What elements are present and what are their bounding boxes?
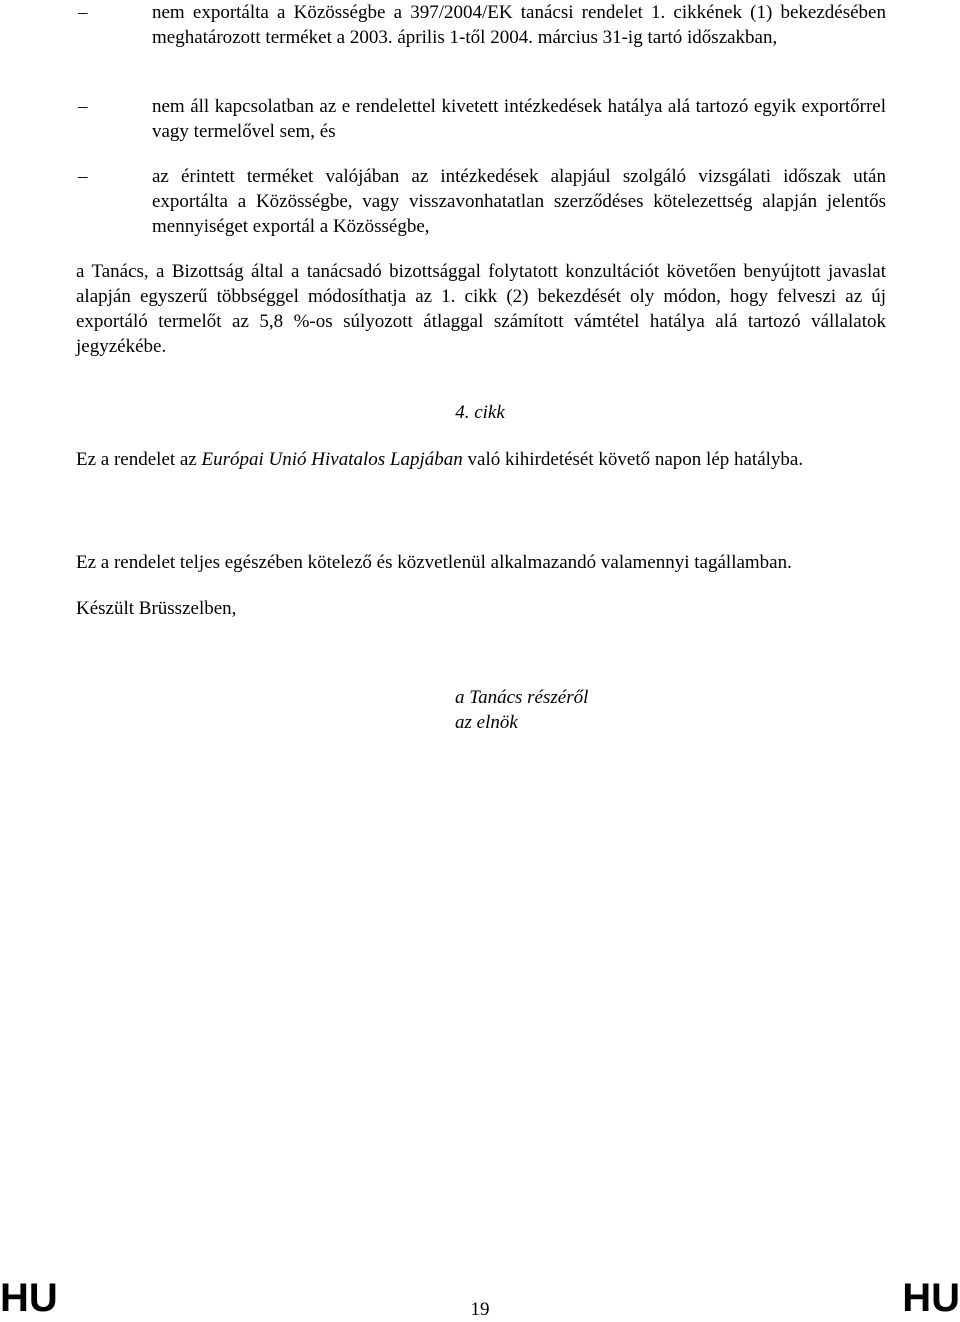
done-at-line: Készült Brüsszelben, (76, 598, 237, 619)
footer-language-code-left: HU (0, 1276, 58, 1320)
official-journal-title: Európai Unió Hivatalos Lapjában (201, 449, 463, 470)
dash-item-text: az érintett terméket valójában az intézkedések alapjául szolgáló vizsgálati időszak után exportálta a Közösségbe, vagy visszavonhatatlan szerződéses kötelezettség alapján jelentős mennyiséget exportál a Közösségbe, (152, 166, 886, 237)
signature-line-council: a Tanács részéről (455, 687, 589, 708)
dash-bullet: – (78, 96, 88, 117)
signature-block (455, 685, 588, 735)
signature-line-president: az elnök (455, 712, 518, 733)
closing-paragraph: a Tanács, a Bizottság által a tanácsadó bizottsággal folytatott konzultációt követően benyújtott javaslat alapján egyszerű többséggel módosíthatja az 1. cikk (2) bekezdését oly módon, hogy felveszi az új exportáló termelőt az 5,8 %-os súlyozott átlaggal számított vámtétel hatálya alá tartozó vállalatok jegyzékébe. (76, 261, 886, 357)
entry-text-before: Ez a rendelet az (76, 449, 202, 470)
dash-item-text: nem exportálta a Közösségbe a 397/2004/EK tanácsi rendelet 1. cikkének (1) bekezdésében meghatározott terméket a 2003. április 1-től 2004. március 31-ig tartó időszakban, (152, 2, 886, 48)
binding-statement: Ez a rendelet teljes egészében kötelező és közvetlenül alkalmazandó valamennyi tagállamban. (76, 552, 792, 573)
entry-text-after: való kihirdetését követő napon lép hatályba. (462, 449, 804, 470)
article-heading: 4. cikk (455, 402, 505, 423)
dash-bullet: – (78, 166, 88, 187)
entry-into-force-paragraph (76, 447, 886, 472)
footer-language-code-right: HU (902, 1276, 960, 1320)
page-number: 19 (470, 1299, 490, 1320)
dash-item-text: nem áll kapcsolatban az e rendelettel kivetett intézkedések hatálya alá tartozó egyik exportőrrel vagy termelővel sem, és (152, 96, 886, 142)
dash-bullet: – (78, 2, 88, 23)
